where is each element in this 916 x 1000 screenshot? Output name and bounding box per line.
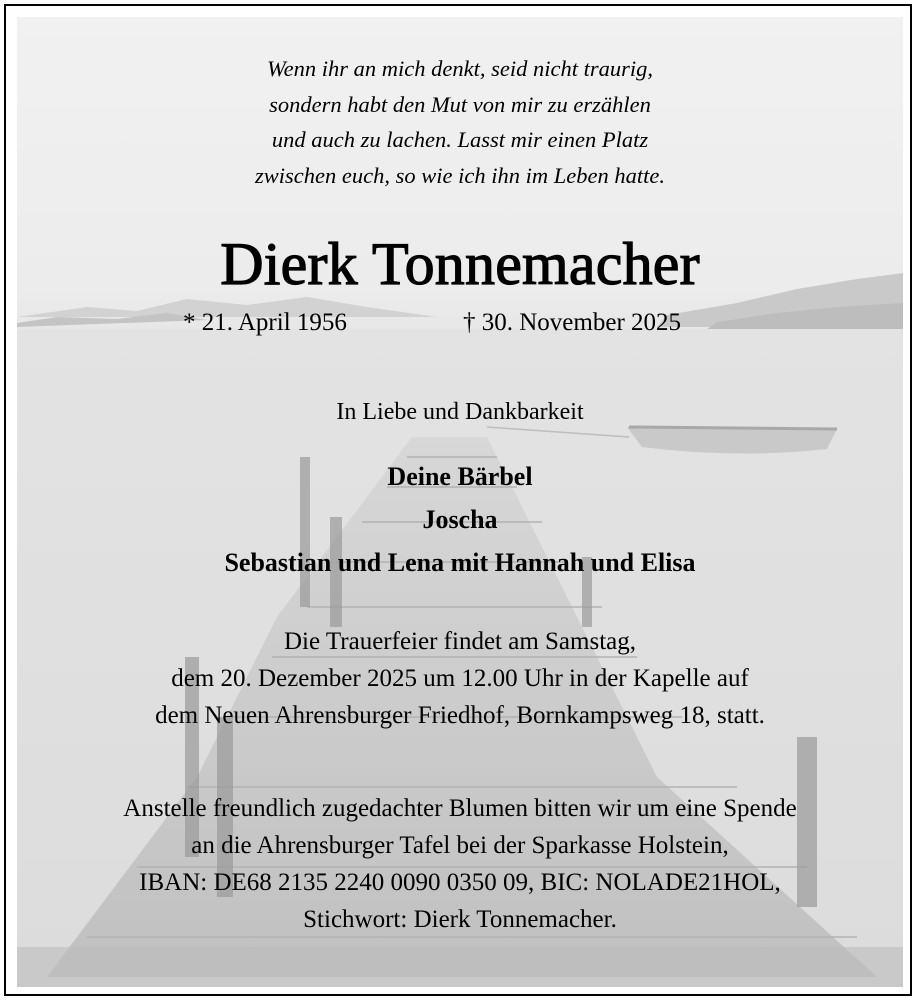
poem-line: sondern habt den Mut von mir zu erzählen [269,91,651,117]
poem-line: und auch zu lachen. Lasst mir einen Platz [271,127,649,152]
donation-line: Stichwort: Dierk Tonnemacher. [303,906,617,933]
poem-line: zwischen euch, so wie ich ihn im Leben hatte. [255,162,665,188]
mourner-name: Deine Bärbel [387,462,533,491]
birth-date: * 21. April 1956 [183,309,347,336]
donation-request [17,790,903,938]
mourners-list [17,455,903,584]
donation-line: Anstelle freundlich zugedachter Blumen bitten wir um eine Spende [123,795,797,822]
mourner-name: Sebastian und Lena mit Hannah und Elisa [224,548,696,577]
ceremony-line: dem Neuen Ahrensburger Friedhof, Bornkampsweg 18, statt. [155,702,765,729]
ceremony-line: dem 20. Dezember 2025 um 12.00 Uhr in der Kapelle auf [171,665,749,692]
donation-line: an die Ahrensburger Tafel bei der Sparkasse Holstein, [191,832,729,859]
ceremony-line: Die Trauerfeier findet am Samstag, [284,628,636,655]
dedication-line: In Liebe und Dankbarkeit [336,399,584,425]
funeral-ceremony-notice [17,623,903,734]
obituary-panel [17,17,903,987]
donation-line: IBAN: DE68 2135 2240 0090 0350 09, BIC: NOLADE21HOL, [139,869,781,896]
mourner-name: Joscha [422,505,498,534]
poem-line: Wenn ihr an mich denkt, seid nicht traurig, [266,56,653,81]
death-date: † 30. November 2025 [463,309,682,336]
obituary-frame [4,4,912,996]
deceased-name: Dierk Tonnemacher [220,231,700,297]
obituary-content [17,17,903,987]
poem-quote [17,51,903,193]
